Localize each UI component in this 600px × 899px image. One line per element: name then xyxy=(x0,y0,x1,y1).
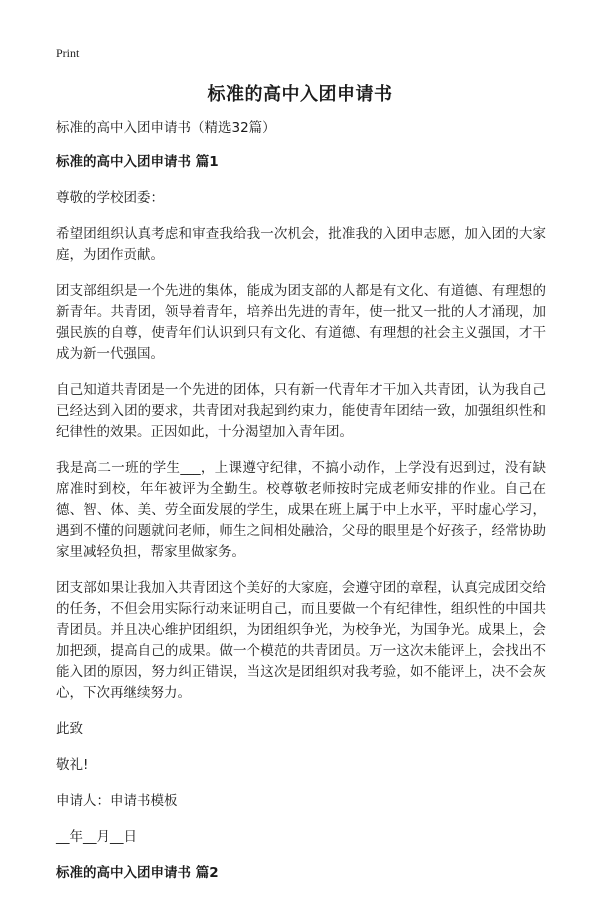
print-link[interactable]: Print xyxy=(56,46,80,60)
paragraph-3: 自己知道共青团是一个先进的团体，只有新一代青年才干加入共青团，认为我自己已经达到入团的要求，共青团对我起到约束力，能使青年团结一致，加强组织性和纪律性的效果。正因如此，十分渴望加入青年团。 xyxy=(56,382,546,440)
paragraph-4: 我是高二一班的学生___，上课遵守纪律，不搞小动作，上学没有迟到过，没有缺席准时到校，年年被评为全勤生。校尊敬老师按时完成老师安排的作业。自己在德、智、体、美、劳全面发展的学生，成果在班上属于中上水平，平时虚心学习，遇到不懂的问题就问老师，师生之间相处融洽，父母的眼里是个好孩子，经常协助家里减轻负担，帮家里做家务。 xyxy=(56,460,546,560)
document-body xyxy=(56,118,546,899)
section-heading-2: 标准的高中入团申请书 篇2 xyxy=(56,865,219,881)
salutation: 尊敬的学校团委： xyxy=(56,190,164,206)
document-subtitle: 标准的高中入团申请书（精选32篇） xyxy=(56,120,276,136)
closing-line-1: 此致 xyxy=(56,721,83,737)
closing-line-2: 敬礼! xyxy=(56,757,89,773)
paragraph-1: 希望团组织认真考虑和审查我给我一次机会，批准我的入团申志愿，加入团的大家庭，为团作贡献。 xyxy=(56,226,546,263)
applicant-line: 申请人：申请书模板 xyxy=(56,793,178,809)
paragraph-2: 团支部组织是一个先进的集体，能成为团支部的人都是有文化、有道德、有理想的新青年。共青团，领导着青年，培养出先进的青年，使一批又一批的人才涌现，加强民族的自尊，使青年们认识到只有文化、有道德、有理想的社会主义强国，才干成为新一代强国。 xyxy=(56,283,546,362)
paragraph-5: 团支部如果让我加入共青团这个美好的大家庭，会遵守团的章程，认真完成团交给的任务，不但会用实际行动来证明自己，而且要做一个有纪律性，组织性的中国共青团员。并且决心维护团组织，为团组织争光，为校争光，为国争光。成果上，会加把颈，提高自己的成果。做一个模范的共青团员。万一这次未能评上，会找出不能入团的原因，努力纠正错误，当这次是团组织对我考验，如不能评上，决不会灰心，下次再继续努力。 xyxy=(56,580,546,701)
date-line: __年__月__日 xyxy=(56,829,137,845)
section-heading-1: 标准的高中入团申请书 篇1 xyxy=(56,154,219,170)
page-title: 标准的高中入团申请书 xyxy=(207,84,393,105)
